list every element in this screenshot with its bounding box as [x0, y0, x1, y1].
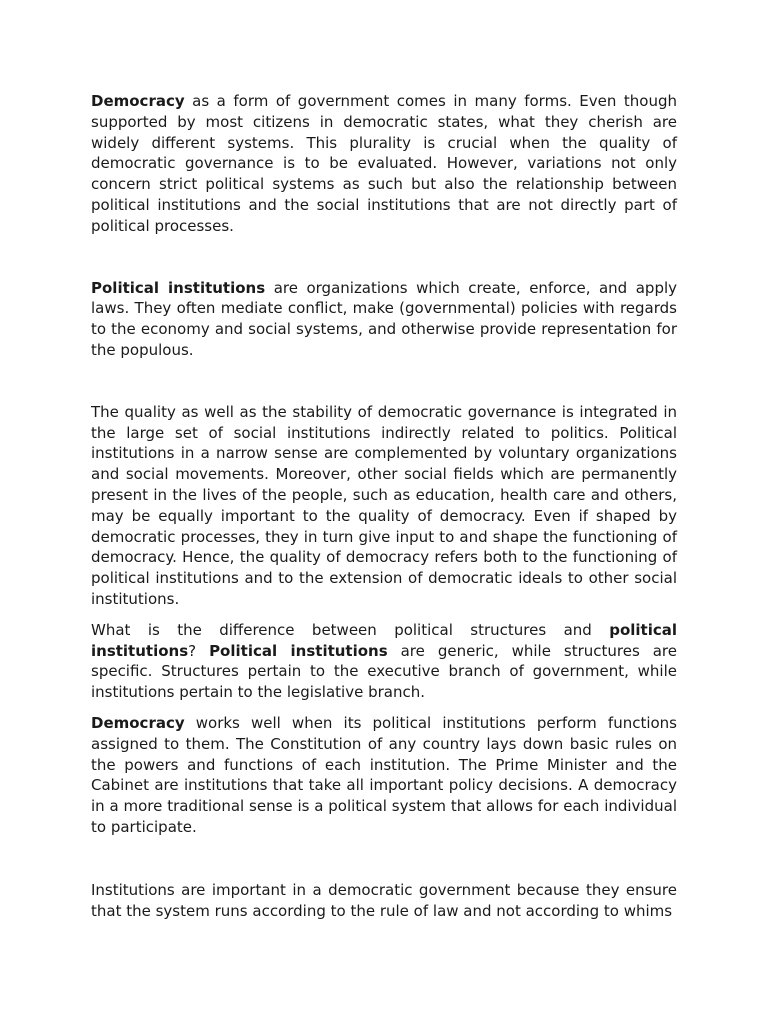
paragraph-text: Institutions are important in a democratic government because they ensure that the system runs according to the rule of law and not according to whims [91, 880, 677, 920]
paragraph-institutions-important [91, 880, 677, 922]
paragraph-democracy-works [91, 713, 677, 838]
paragraph-structures-vs-institutions [91, 620, 677, 703]
bold-term: Democracy [91, 92, 185, 110]
paragraph-text: as a form of government comes in many forms. Even though supported by most citizens in democratic states, what they cherish are widely different systems. This plurality is crucial when the quality of democratic governance is to be evaluated. However, variations not only concern strict political systems as such but also the relationship between political institutions and the social institutions that are not directly part of political processes. [91, 92, 677, 235]
bold-term: political institutions [91, 620, 677, 660]
paragraph-democracy-forms [91, 91, 677, 237]
bold-term: Political institutions [209, 641, 388, 660]
paragraph-quality-stability [91, 402, 677, 610]
bold-term: Democracy [91, 713, 185, 732]
document-page [91, 91, 677, 921]
paragraph-text: are organizations which create, enforce, and apply laws. They often mediate conflict, make (governmental) policies with regards to the economy and social systems, and otherwise provide representation for the populous. [91, 278, 678, 359]
paragraph-text: works well when its political institutions perform functions assigned to them. The Constitution of any country lays down basic rules on the powers and functions of each institution. The Prime Minister and the Cabinet are institutions that take all important policy decisions. A democracy in a more traditional sense is a political system that allows for each individual to participate. [91, 713, 677, 836]
paragraph-text: What is the difference between political structures and [91, 620, 610, 639]
paragraph-text: The quality as well as the stability of democratic governance is integrated in the large set of social institutions indirectly related to politics. Political institutions in a narrow sense are complemented by voluntary organizations and social movements. Moreover, other social fields which are permanently present in the lives of the people, such as education, health care and others, may be equally important to the quality of democracy. Even if shaped by democratic processes, they in turn give input to and shape the functioning of democracy. Hence, the quality of democracy refers both to the functioning of political institutions and to the extension of democratic ideals to other social institutions. [91, 402, 677, 608]
paragraph-political-institutions [91, 278, 677, 361]
bold-term: Political institutions [91, 278, 266, 297]
paragraph-text: are generic, while structures are specific. Structures pertain to the executive branch of government, while institutions pertain to the legislative branch. [91, 641, 677, 702]
paragraph-text: ? [188, 641, 210, 660]
